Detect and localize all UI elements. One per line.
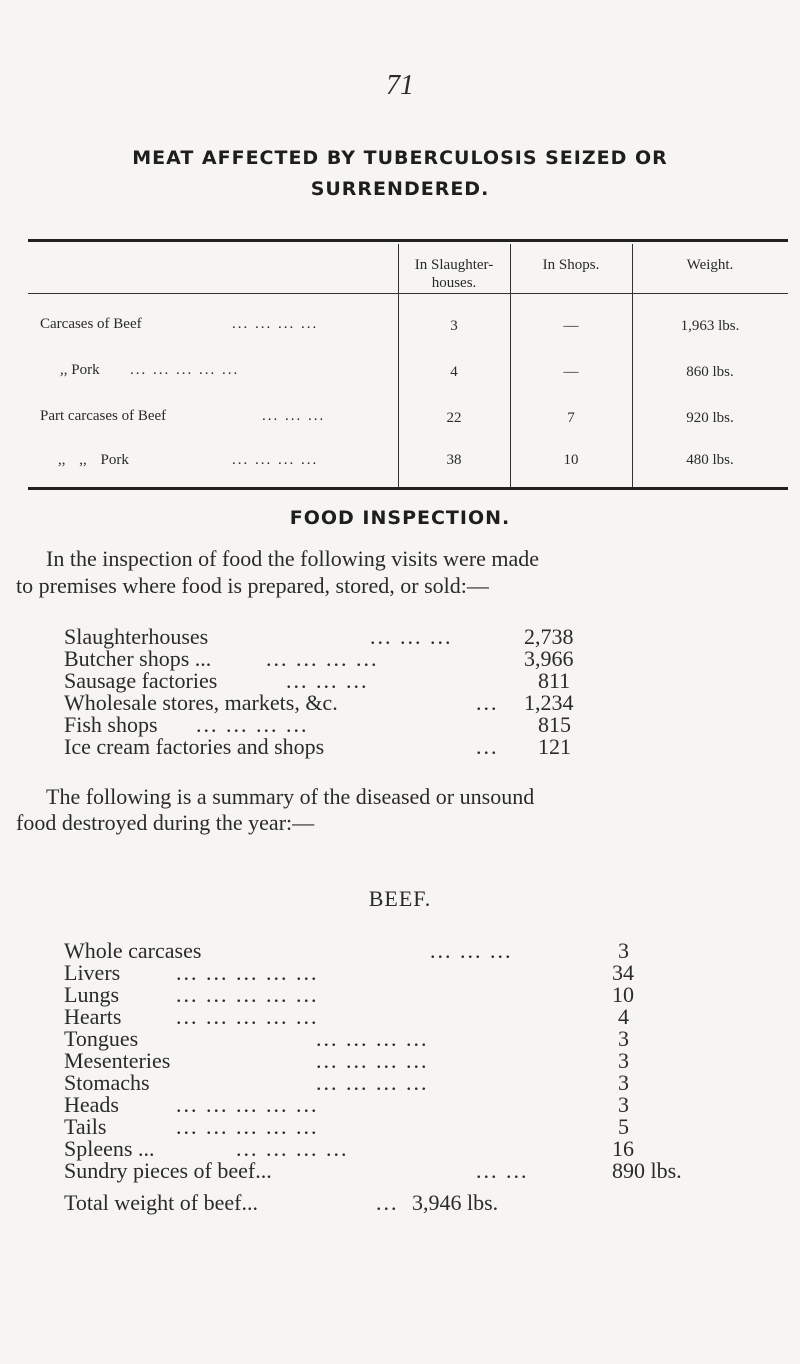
table-row-label: Carcases of Beef bbox=[40, 316, 142, 332]
beef-total-label: Total weight of beef... bbox=[64, 1190, 258, 1215]
beef-item-label: Tails bbox=[64, 1114, 107, 1139]
beef-item-label: Lungs bbox=[64, 982, 119, 1007]
table-row-label: ,, Pork bbox=[60, 362, 100, 378]
beef-item-value: 890 lbs. bbox=[612, 1158, 682, 1183]
header-weight: Weight. bbox=[686, 257, 734, 273]
beef-item-label: Stomachs bbox=[64, 1070, 150, 1095]
table-top-rule bbox=[28, 239, 788, 242]
intro-line-2: to premises where food is prepared, stored, or sold:— bbox=[16, 573, 489, 598]
table-cell-shops: — bbox=[563, 364, 579, 380]
table-cell-weight: 860 lbs. bbox=[686, 364, 734, 380]
beef-item-value: 16 bbox=[612, 1136, 634, 1161]
table-cell-shops: 10 bbox=[563, 452, 579, 468]
beef-item-value: 4 bbox=[618, 1004, 629, 1029]
table-cell-weight: 480 lbs. bbox=[686, 452, 734, 468]
visit-label: Butcher shops ... bbox=[64, 646, 212, 671]
table-cell-slaughter: 3 bbox=[450, 318, 458, 334]
visit-count: 121 bbox=[538, 734, 571, 759]
visit-count: 3,966 bbox=[524, 646, 574, 671]
visit-label: Wholesale stores, markets, &c. bbox=[64, 690, 338, 715]
summary-line-2: food destroyed during the year:— bbox=[16, 810, 315, 835]
visit-count: 1,234 bbox=[524, 690, 574, 715]
visit-label: Slaughterhouses bbox=[64, 624, 209, 649]
visit-count: 811 bbox=[538, 668, 571, 693]
visit-label: Sausage factories bbox=[64, 668, 218, 693]
table-cell-slaughter: 4 bbox=[450, 364, 458, 380]
beef-item-value: 3 bbox=[618, 1048, 629, 1073]
table-bottom-rule bbox=[28, 487, 788, 490]
visit-label: Fish shops bbox=[64, 712, 158, 737]
beef-item-label: Mesenteries bbox=[64, 1048, 171, 1073]
meat-section-title-line2: SURRENDERED. bbox=[310, 178, 490, 200]
table-cell-shops: 7 bbox=[567, 410, 575, 426]
beef-item-label: Sundry pieces of beef... bbox=[64, 1158, 272, 1183]
page-number: 71 bbox=[386, 70, 414, 101]
visit-count: 815 bbox=[538, 712, 571, 737]
beef-item-label: Whole carcases bbox=[64, 938, 202, 963]
beef-section-title: BEEF. bbox=[368, 886, 432, 911]
meat-section-title-line1: MEAT AFFECTED BY TUBERCULOSIS SEIZED OR bbox=[132, 147, 668, 169]
visit-count: 2,738 bbox=[524, 624, 574, 649]
beef-item-value: 5 bbox=[618, 1114, 629, 1139]
beef-item-value: 3 bbox=[618, 1026, 629, 1051]
table-row-label: Part carcases of Beef bbox=[40, 408, 167, 424]
table-cell-shops: — bbox=[563, 318, 579, 334]
beef-item-value: 3 bbox=[618, 1092, 629, 1117]
beef-item-label: Heads bbox=[64, 1092, 119, 1117]
beef-item-label: Tongues bbox=[64, 1026, 139, 1051]
beef-item-label: Livers bbox=[64, 960, 121, 985]
beef-item-value: 10 bbox=[612, 982, 634, 1007]
table-cell-slaughter: 22 bbox=[446, 410, 462, 426]
visit-label: Ice cream factories and shops bbox=[64, 734, 325, 759]
beef-item-value: 3 bbox=[618, 938, 629, 963]
table-header-rule bbox=[28, 293, 788, 294]
summary-line-1: The following is a summary of the diseased or unsound bbox=[46, 784, 535, 809]
table-row-label: ,, ,, Pork bbox=[58, 452, 129, 468]
beef-total-value: 3,946 lbs. bbox=[412, 1190, 499, 1215]
beef-item-label: Hearts bbox=[64, 1004, 122, 1029]
table-cell-weight: 1,963 lbs. bbox=[680, 318, 740, 334]
beef-item-label: Spleens ... bbox=[64, 1136, 155, 1161]
beef-item-value: 34 bbox=[612, 960, 634, 985]
intro-line-1: In the inspection of food the following visits were made bbox=[46, 546, 540, 571]
table-cell-weight: 920 lbs. bbox=[686, 410, 734, 426]
table-cell-slaughter: 38 bbox=[446, 452, 462, 468]
header-slaughterhouses: In Slaughter-houses. bbox=[414, 257, 494, 291]
beef-item-value: 3 bbox=[618, 1070, 629, 1095]
food-inspection-title: FOOD INSPECTION. bbox=[289, 507, 511, 529]
header-shops: In Shops. bbox=[542, 257, 600, 273]
